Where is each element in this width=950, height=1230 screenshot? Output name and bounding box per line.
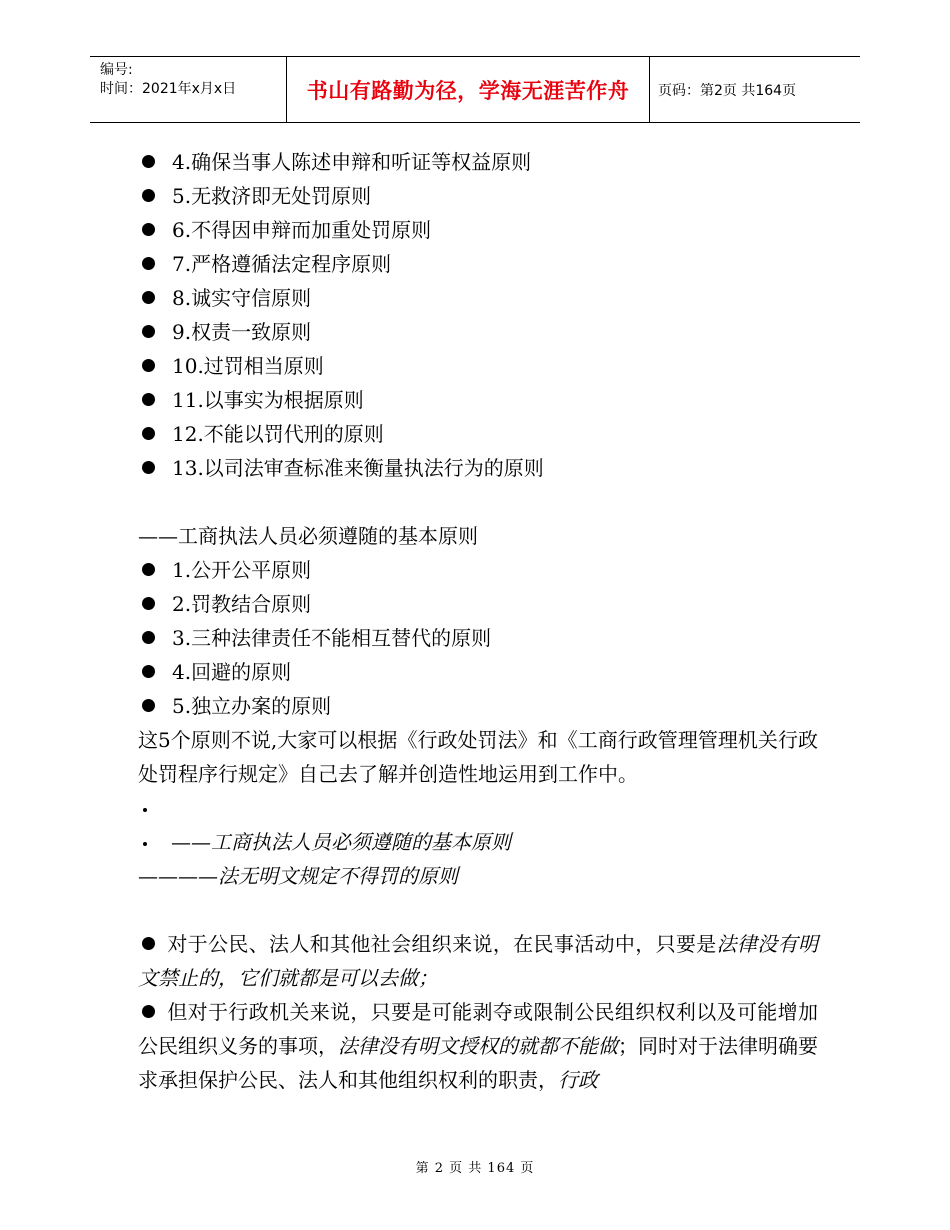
- bullet-icon: [142, 359, 155, 372]
- list-item: 4.确保当事人陈述申辩和听证等权益原则: [138, 145, 818, 179]
- section-heading: ——工商执法人员必须遵随的基本原则: [138, 524, 478, 548]
- bullet-icon: [142, 189, 155, 202]
- principles-list-2: [138, 553, 818, 723]
- bullet-paragraph: 但对于行政机关来说，只要是可能剥夺或限制公民组织权利以及可能增加公民组织义务的事项，法律没有明文授权的就都不能做；同时对于法律明确要求承担保护公民、法人和其他组织权利的职责，行政: [138, 1000, 818, 1092]
- page-footer: 第 2 页 共 164 页: [415, 1161, 535, 1176]
- blank-line: [138, 485, 818, 519]
- principles-list-1: [138, 145, 818, 485]
- header-meta: [100, 61, 285, 99]
- italic-subheading: ————法无明文规定不得罚的原则: [138, 864, 458, 888]
- header-page-info: 页码：第2页 共164页: [658, 82, 797, 99]
- bullet-icon: [142, 461, 155, 474]
- bullet-icon: [142, 665, 155, 678]
- header-divider: [649, 57, 650, 122]
- number-label: 编号:: [100, 62, 133, 78]
- bullet-icon: [142, 291, 155, 304]
- bullet-icon: [142, 631, 155, 644]
- small-bullet-icon: [143, 842, 147, 846]
- list-item: 8.诚实守信原则: [138, 281, 818, 315]
- list-item: 5.无救济即无处罚原则: [138, 179, 818, 213]
- bullet-icon: [142, 393, 155, 406]
- italic-heading: ——工商执法人员必须遵随的基本原则: [138, 825, 818, 859]
- paragraph: 这5个原则不说,大家可以根据《行政处罚法》和《工商行政管理管理机关行政处罚程序行规定》自己去了解并创造性地运用到工作中。: [138, 728, 818, 786]
- list-item: 5.独立办案的原则: [138, 689, 818, 723]
- list-item: 12.不能以罚代刑的原则: [138, 417, 818, 451]
- bullet-paragraph: 对于公民、法人和其他社会组织来说，在民事活动中，只要是法律没有明文禁止的，它们就都是可以去做；: [138, 932, 818, 990]
- bullet-icon: [142, 597, 155, 610]
- bullet-icon: [142, 1005, 155, 1018]
- list-item: 9.权责一致原则: [138, 315, 818, 349]
- list-item: 6.不得因申辩而加重处罚原则: [138, 213, 818, 247]
- bullet-icon: [142, 155, 155, 168]
- list-item: 2.罚教结合原则: [138, 587, 818, 621]
- list-item: 3.三种法律责任不能相互替代的原则: [138, 621, 818, 655]
- bullet-icon: [142, 223, 155, 236]
- empty-bullet-line: [138, 791, 818, 825]
- list-item: 1.公开公平原则: [138, 553, 818, 587]
- small-bullet-icon: [143, 808, 147, 812]
- list-item: 7.严格遵循法定程序原则: [138, 247, 818, 281]
- time-label: 时间：2021年x月x日: [100, 81, 237, 97]
- list-item: 13.以司法审查标准来衡量执法行为的原则: [138, 451, 818, 485]
- bullet-icon: [142, 699, 155, 712]
- bullet-icon: [142, 427, 155, 440]
- header-motto: 书山有路勤为径，学海无涯苦作舟: [306, 78, 630, 103]
- bullet-icon: [142, 325, 155, 338]
- document-body: [138, 145, 818, 1097]
- list-item: 10.过罚相当原则: [138, 349, 818, 383]
- bullet-icon: [142, 937, 155, 950]
- blank-line: [138, 893, 818, 927]
- list-item: 4.回避的原则: [138, 655, 818, 689]
- page-header: [90, 56, 860, 123]
- bullet-icon: [142, 563, 155, 576]
- bullet-icon: [142, 257, 155, 270]
- list-item: 11.以事实为根据原则: [138, 383, 818, 417]
